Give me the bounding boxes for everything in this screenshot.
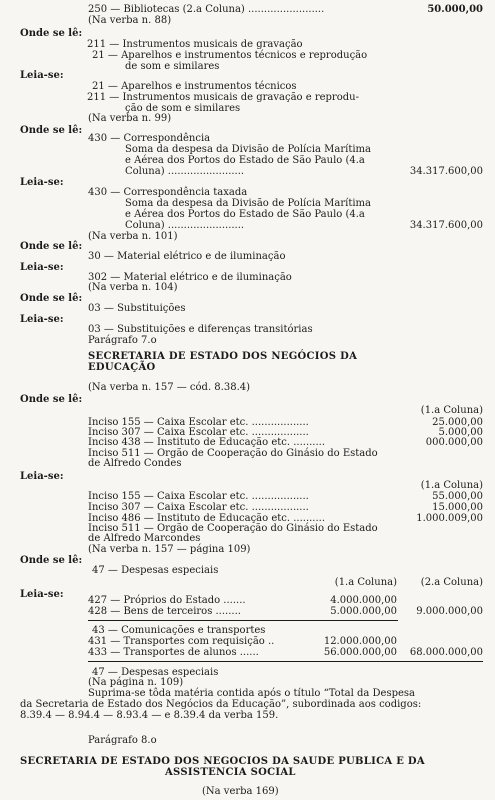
b1-onde-2: 21 — Aparelhos e instrumentos técnicos e reprodução: [92, 50, 368, 61]
b5-verba: (Na verba n. 157 — página 109): [88, 544, 251, 555]
leia-label-4: Leia-se:: [20, 314, 64, 325]
item-250-value: 50.000,00: [427, 4, 483, 15]
onde-label-5: Onde se lê:: [20, 394, 83, 405]
b5-leia-value: 1.000.009,00: [416, 513, 483, 524]
b5-onde-row: Inciso 438 — Instituto de Educação etc. ..........: [88, 437, 326, 448]
b6-row-427-v1: 4.000.000,00: [330, 595, 397, 606]
leia-label-3: Leia-se:: [20, 262, 64, 273]
b1-onde-3: de som e similares: [125, 61, 220, 72]
b6-row-433-v1: 56.000.000,00: [323, 647, 397, 658]
onde-label-4: Onde se lê:: [20, 293, 83, 304]
b6-row-433-v2: 68.000.000,00: [409, 647, 483, 658]
b5-onde-511a: Inciso 511 — Orgão de Cooperação do Ginásio do Estado: [88, 448, 378, 459]
b7-verba: (Na verba 169): [202, 786, 279, 797]
b4-leia-1: 03 — Substituições e diferenças transitórias: [88, 324, 313, 335]
b1-verba: (Na verba n. 99): [88, 113, 172, 124]
verba-88: (Na verba n. 88): [88, 15, 172, 26]
b2-leia-4: Coluna) ........................: [125, 220, 245, 231]
b1-leia-3: ção de som e similares: [125, 103, 241, 114]
b5-leia-value: 55.000,00: [432, 491, 483, 502]
b2-leia-value: 34.317.600,00: [409, 220, 483, 231]
b6-row-428: 428 — Bens de terceiros ........: [88, 606, 241, 617]
paragrafo-7: Parágrafo 7.o: [88, 335, 157, 346]
b5-onde-row: Inciso 307 — Caixa Escolar etc. ..................: [88, 427, 309, 438]
rule-1: [88, 620, 398, 621]
b5-onde-value: 000.000,00: [425, 437, 483, 448]
b2-onde-2: Soma da despesa da Divisão de Polícia Marítima: [125, 144, 371, 155]
b2-verba: (Na verba n. 101): [88, 231, 178, 242]
b3-verba: (Na verba n. 104): [88, 282, 178, 293]
b5-col-header: (1.a Coluna): [420, 405, 483, 416]
b5-leia-value: 15.000,00: [432, 502, 483, 513]
b6-col1-header: (1.a Coluna): [334, 577, 397, 588]
b6-row-431-v1: 12.000.000,00: [323, 636, 397, 647]
suprima-1: Suprima-se tôda matéria contida após o título “Total da Despesa: [88, 688, 415, 699]
b2-leia-3: e Aérea dos Portos do Estado de São Paulo (4.a: [125, 209, 365, 220]
b2-leia-1: 430 — Correspondência taxada: [88, 187, 248, 198]
onde-label-2: Onde se lê:: [20, 125, 83, 136]
b6-row-43: 43 — Comunicações e transportes: [92, 625, 266, 636]
b2-onde-1: 430 — Correspondência: [88, 133, 211, 144]
b6-pagina: (Na página n. 109): [88, 677, 184, 688]
suprima-2: da Secretaria de Estado dos Negócios da Educação”, subordinada aos codigos:: [20, 699, 422, 710]
b5-onde-value: 25.000,00: [432, 417, 483, 428]
onde-label-3: Onde se lê:: [20, 241, 83, 252]
b5-leia-header: (1.a Coluna): [420, 480, 483, 491]
rule-2: [88, 661, 483, 662]
b3-onde-1: 30 — Material elétrico e de iluminação: [88, 251, 286, 262]
b1-leia-2: 211 — Instrumentos musicais de gravação e reprodu-: [87, 92, 359, 103]
b1-onde-1: 211 — Instrumentos musicais de gravação: [87, 39, 303, 50]
b6-row-427: 427 — Próprios do Estado .......: [88, 595, 246, 606]
b2-leia-2: Soma da despesa da Divisão de Polícia Marítima: [125, 198, 371, 209]
leia-label-5: Leia-se:: [20, 471, 64, 482]
b5-leia-row: Inciso 155 — Caixa Escolar etc. ..................: [88, 491, 309, 502]
leia-label-2: Leia-se:: [20, 177, 64, 188]
item-250-line: 250 — Bibliotecas (2.a Coluna) ........................: [88, 4, 325, 15]
b5-onde-value: 5.000,00: [438, 427, 483, 438]
secretaria-educacao-heading-2: EDUCAÇÃO: [88, 362, 156, 373]
b3-leia-1: 302 — Material elétrico e de iluminação: [88, 272, 292, 283]
b2-onde-3: e Aérea dos Portos do Estado de São Paulo (4.a: [125, 155, 365, 166]
b4-verba: (Na verba n. 157 — cód. 8.38.4): [88, 382, 251, 393]
paragrafo-8: Parágrafo 8.o: [88, 735, 157, 746]
onde-label-6: Onde se lê:: [20, 555, 83, 566]
b5-leia-511b: de Alfredo Marcondes: [88, 533, 201, 544]
b5-leia-row: Inciso 486 — Instituto de Educação etc. ..........: [88, 513, 326, 524]
b6-col2-header: (2.a Coluna): [420, 577, 483, 588]
b5-leia-511a: Inciso 511 — Orgão de Cooperação do Ginásio do Estado: [88, 523, 378, 534]
b2-onde-4: Coluna) ........................: [125, 166, 245, 177]
secretaria-saude-heading-1: SECRETARIA DE ESTADO DOS NEGOCIOS DA SAUDE PUBLICA E DA: [20, 756, 425, 767]
b5-onde-row: Inciso 155 — Caixa Escolar etc. ..................: [88, 417, 309, 428]
b6-onde-1: 47 — Despesas especiais: [92, 565, 219, 576]
b6-row-428-v1: 5.000.000,00: [330, 606, 397, 617]
b6-row-428-v2: 9.000.000,00: [416, 606, 483, 617]
b5-leia-row: Inciso 307 — Caixa Escolar etc. ..................: [88, 502, 309, 513]
b5-onde-511b: de Alfredo Condes: [88, 458, 182, 469]
b6-row-47: 47 — Despesas especiais: [92, 667, 219, 678]
b4-onde-1: 03 — Substituições: [88, 303, 186, 314]
b2-onde-value: 34.317.600,00: [409, 166, 483, 177]
b6-row-431: 431 — Transportes com requisição ..: [88, 636, 275, 647]
leia-label-6: Leia-se:: [20, 589, 64, 600]
suprima-3: 8.39.4 — 8.94.4 — 8.93.4 — e 8.39.4 da verba 159.: [20, 710, 279, 721]
leia-label-1: Leia-se:: [20, 70, 64, 81]
onde-label-1: Onde se lê:: [20, 28, 83, 39]
secretaria-saude-heading-2: ASSISTENCIA SOCIAL: [165, 767, 296, 778]
b1-leia-1: 21 — Aparelhos e instrumentos técnicos: [92, 81, 297, 92]
b6-row-433: 433 — Transportes de alunos ......: [88, 647, 259, 658]
secretaria-educacao-heading-1: SECRETARIA DE ESTADO DOS NEGÓCIOS DA: [88, 351, 358, 362]
